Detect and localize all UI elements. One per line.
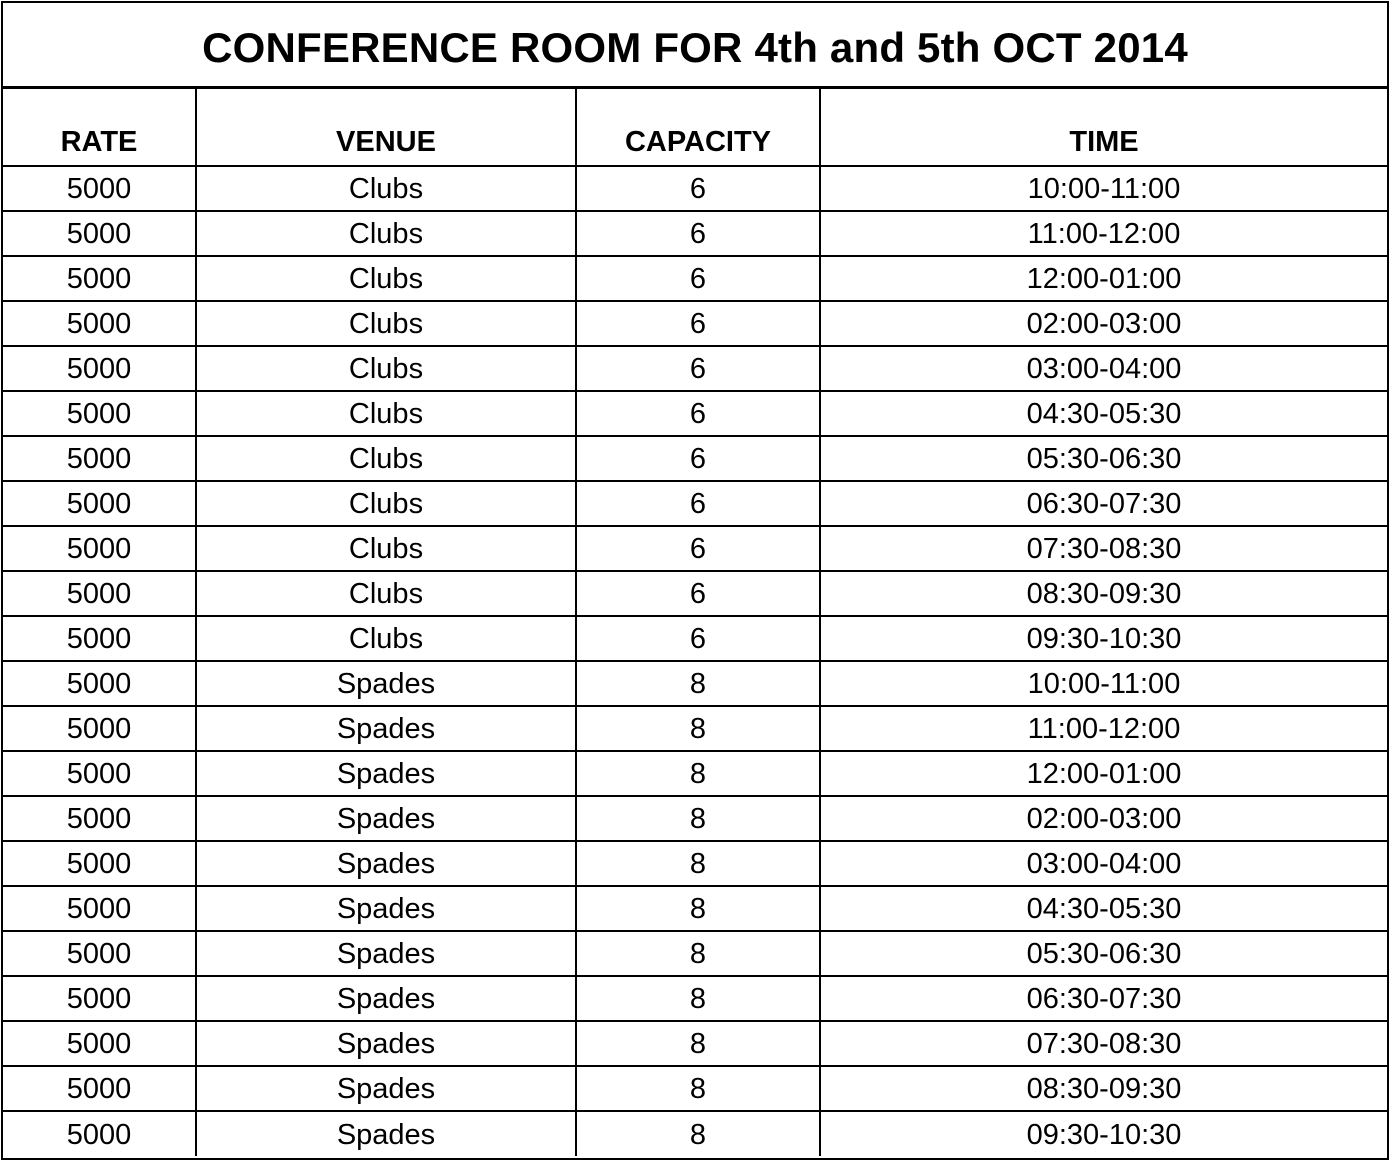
capacity-cell: 6: [576, 526, 820, 571]
venue-cell: Spades: [196, 841, 576, 886]
rate-cell: 5000: [3, 886, 196, 931]
time-cell: 11:00-12:00: [820, 706, 1387, 751]
page-title: CONFERENCE ROOM FOR 4th and 5th OCT 2014: [3, 3, 1387, 89]
time-cell: 12:00-01:00: [820, 256, 1387, 301]
time-cell: 05:30-06:30: [820, 931, 1387, 976]
rate-cell: 5000: [3, 751, 196, 796]
column-header-rate: RATE: [3, 89, 196, 166]
table-row: [3, 391, 1387, 436]
rate-cell: 5000: [3, 436, 196, 481]
table-body: [3, 166, 1387, 1156]
time-cell: 04:30-05:30: [820, 886, 1387, 931]
capacity-cell: 8: [576, 931, 820, 976]
capacity-cell: 6: [576, 391, 820, 436]
time-cell: 03:00-04:00: [820, 841, 1387, 886]
rate-cell: 5000: [3, 931, 196, 976]
header-row: [3, 89, 1387, 166]
table-row: [3, 886, 1387, 931]
capacity-cell: 6: [576, 436, 820, 481]
table-row: [3, 256, 1387, 301]
capacity-cell: 6: [576, 346, 820, 391]
capacity-cell: 6: [576, 256, 820, 301]
table-row: [3, 436, 1387, 481]
table-row: [3, 796, 1387, 841]
capacity-cell: 8: [576, 1021, 820, 1066]
capacity-cell: 8: [576, 1066, 820, 1111]
venue-cell: Spades: [196, 976, 576, 1021]
venue-cell: Spades: [196, 1021, 576, 1066]
rate-cell: 5000: [3, 346, 196, 391]
column-header-venue: VENUE: [196, 89, 576, 166]
column-header-capacity: CAPACITY: [576, 89, 820, 166]
rate-cell: 5000: [3, 571, 196, 616]
venue-cell: Clubs: [196, 391, 576, 436]
capacity-cell: 8: [576, 976, 820, 1021]
rate-cell: 5000: [3, 166, 196, 211]
rate-cell: 5000: [3, 661, 196, 706]
capacity-cell: 8: [576, 751, 820, 796]
table-row: [3, 1021, 1387, 1066]
time-cell: 08:30-09:30: [820, 1066, 1387, 1111]
capacity-cell: 6: [576, 571, 820, 616]
venue-cell: Clubs: [196, 481, 576, 526]
capacity-cell: 6: [576, 616, 820, 661]
time-cell: 11:00-12:00: [820, 211, 1387, 256]
time-cell: 10:00-11:00: [820, 166, 1387, 211]
time-cell: 09:30-10:30: [820, 1111, 1387, 1156]
venue-cell: Spades: [196, 706, 576, 751]
time-cell: 09:30-10:30: [820, 616, 1387, 661]
rate-cell: 5000: [66, 1118, 132, 1151]
capacity-cell: 8: [576, 886, 820, 931]
capacity-cell: 6: [576, 481, 820, 526]
rate-cell: 5000: [3, 706, 196, 751]
time-cell: 02:00-03:00: [820, 796, 1387, 841]
time-cell: 05:30-06:30: [820, 436, 1387, 481]
venue-cell: Clubs: [196, 301, 576, 346]
rate-cell: 5000: [3, 526, 196, 571]
rate-cell: 5000: [3, 1066, 196, 1111]
table-row: [3, 976, 1387, 1021]
table-row: [3, 481, 1387, 526]
capacity-cell: 6: [576, 166, 820, 211]
rate-cell: 5000: [3, 976, 196, 1021]
time-cell: 10:00-11:00: [820, 661, 1387, 706]
table-row: [3, 841, 1387, 886]
table-row: [3, 661, 1387, 706]
capacity-cell: 8: [576, 706, 820, 751]
table-row: [3, 751, 1387, 796]
capacity-cell: 8: [576, 1111, 820, 1156]
table-row: [3, 301, 1387, 346]
time-cell: 07:30-08:30: [820, 526, 1387, 571]
venue-cell: Clubs: [196, 616, 576, 661]
time-cell: 08:30-09:30: [820, 571, 1387, 616]
venue-cell: Spades: [196, 796, 576, 841]
rate-cell: 5000: [3, 301, 196, 346]
venue-cell: Clubs: [196, 166, 576, 211]
time-cell: 03:00-04:00: [820, 346, 1387, 391]
venue-cell: Spades: [196, 931, 576, 976]
capacity-cell: 8: [576, 796, 820, 841]
time-cell: 12:00-01:00: [820, 751, 1387, 796]
time-cell: 04:30-05:30: [820, 391, 1387, 436]
table-row: [3, 346, 1387, 391]
table-row: [3, 526, 1387, 571]
rate-cell: 5000: [3, 391, 196, 436]
table-row: [3, 931, 1387, 976]
table-row: [3, 166, 1387, 211]
column-header-time: TIME: [820, 89, 1387, 166]
venue-cell: Clubs: [196, 346, 576, 391]
venue-cell: Clubs: [196, 211, 576, 256]
capacity-cell: 6: [576, 301, 820, 346]
rate-cell: 5000: [3, 481, 196, 526]
table-row: [3, 706, 1387, 751]
venue-cell: Spades: [196, 1066, 576, 1111]
schedule-table: [3, 89, 1387, 1156]
venue-cell: Clubs: [196, 526, 576, 571]
capacity-cell: 6: [576, 211, 820, 256]
venue-cell: Clubs: [196, 571, 576, 616]
time-cell: 06:30-07:30: [820, 976, 1387, 1021]
schedule-sheet: [1, 1, 1389, 1160]
rate-cell: 5000: [3, 796, 196, 841]
venue-cell: Spades: [196, 661, 576, 706]
venue-cell: Clubs: [196, 256, 576, 301]
capacity-cell: 8: [576, 661, 820, 706]
rate-cell: 5000: [3, 211, 196, 256]
venue-cell: Clubs: [196, 436, 576, 481]
rate-cell: 5000: [3, 1021, 196, 1066]
table-row: [3, 211, 1387, 256]
table-row: [3, 1111, 1387, 1156]
capacity-cell: 8: [576, 841, 820, 886]
rate-cell: 5000: [3, 256, 196, 301]
venue-cell: Spades: [196, 1111, 576, 1156]
time-cell: 02:00-03:00: [820, 301, 1387, 346]
venue-cell: Spades: [196, 886, 576, 931]
time-cell: 07:30-08:30: [820, 1021, 1387, 1066]
time-cell: 06:30-07:30: [820, 481, 1387, 526]
table-row: [3, 616, 1387, 661]
venue-cell: Spades: [196, 751, 576, 796]
table-row: [3, 571, 1387, 616]
rate-cell: 5000: [3, 841, 196, 886]
rate-cell: 5000: [3, 616, 196, 661]
table-row: [3, 1066, 1387, 1111]
